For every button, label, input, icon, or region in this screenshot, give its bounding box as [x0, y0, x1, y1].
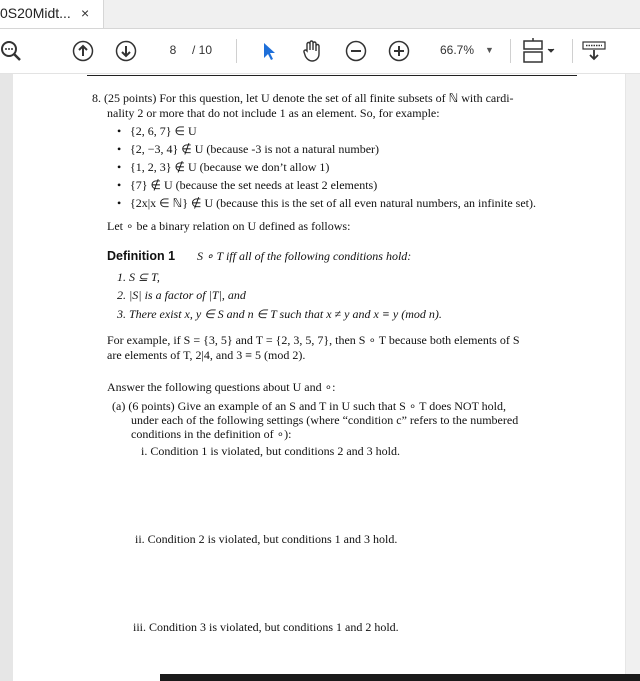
list-item: {7} ∉ U (because the set needs at least 2 elements): [130, 178, 378, 192]
page-total: / 10: [192, 43, 213, 57]
pdf-page: [13, 74, 625, 681]
page-down-icon[interactable]: [114, 29, 138, 73]
tab-strip: [0, 0, 640, 29]
toolbar-separator: [572, 39, 573, 63]
question-text-line2: nality 2 or more that do not include 1 as an element. So, for example:: [107, 106, 440, 120]
vertical-scrollbar[interactable]: [626, 74, 640, 681]
chevron-down-icon: ▼: [485, 45, 494, 55]
bullet-marker: •: [117, 196, 122, 210]
part-a-line1: (a) (6 points) Give an example of an S and T in U such that S ∘ T does NOT hold,: [112, 399, 507, 413]
fit-page-icon[interactable]: [520, 29, 558, 73]
toolbar: [0, 29, 640, 74]
subpart-ii: ii. Condition 2 is violated, but conditions 1 and 3 hold.: [135, 532, 398, 546]
definition-text: S ∘ T iff all of the following conditions hold:: [197, 249, 412, 263]
page-number-input[interactable]: 8: [169, 43, 177, 57]
zoom-level-select[interactable]: [427, 39, 504, 61]
zoom-in-icon[interactable]: [387, 29, 411, 73]
relation-intro: Let ∘ be a binary relation on U defined as follows:: [107, 219, 351, 233]
answer-intro: Answer the following questions about U and ∘:: [107, 380, 336, 394]
page-header-rule: [87, 75, 577, 76]
list-item: {1, 2, 3} ∉ U (because we don’t allow 1): [130, 160, 330, 174]
tab-title: 0S20Midt...: [0, 5, 71, 21]
question-text-line1: 8. (25 points) For this question, let U denote the set of all finite subsets of ℕ with cardi-: [92, 91, 514, 105]
condition-1: 1. S ⊆ T,: [117, 270, 160, 284]
horizontal-scrollbar[interactable]: [160, 674, 640, 681]
bullet-marker: •: [117, 178, 122, 192]
list-item: {2x|x ∈ ℕ} ∉ U (because this is the set of all even natural numbers, an infinite set).: [130, 196, 537, 210]
bullet-marker: •: [117, 124, 122, 138]
keyboard-icon[interactable]: [580, 29, 608, 73]
tab-close-icon[interactable]: ×: [81, 5, 90, 21]
condition-2: 2. |S| is a factor of |T|, and: [117, 288, 246, 302]
bullet-marker: •: [117, 160, 122, 174]
page-up-icon[interactable]: [71, 29, 95, 73]
bullet-marker: •: [117, 142, 122, 156]
hand-pan-icon[interactable]: [299, 29, 325, 73]
subpart-i: i. Condition 1 is violated, but conditions 2 and 3 hold.: [141, 444, 400, 458]
subpart-iii: iii. Condition 3 is violated, but conditions 1 and 2 hold.: [133, 620, 399, 634]
toolbar-separator: [510, 39, 511, 63]
definition-label: Definition 1: [107, 249, 176, 263]
document-tab[interactable]: [0, 0, 104, 28]
select-cursor-icon[interactable]: [259, 29, 279, 73]
zoom-magnifier-icon[interactable]: [0, 29, 22, 73]
example-line1: For example, if S = {3, 5} and T = {2, 3, 5, 7}, then S ∘ T because both elements of S: [107, 333, 520, 347]
zoom-out-icon[interactable]: [344, 29, 368, 73]
zoom-value: 66.7%: [440, 43, 475, 57]
document-viewer[interactable]: [0, 74, 640, 681]
list-item: {2, 6, 7} ∈ U: [130, 124, 197, 138]
list-item: {2, −3, 4} ∉ U (because -3 is not a natural number): [130, 142, 380, 156]
part-a-line2: under each of the following settings (where “condition c” refers to the numbered: [131, 413, 519, 427]
condition-3: 3. There exist x, y ∈ S and n ∈ T such that x ≠ y and x ≡ y (mod n).: [117, 307, 442, 321]
example-line2: are elements of T, 2|4, and 3 ≡ 5 (mod 2).: [107, 348, 306, 362]
part-a-line3: conditions in the definition of ∘):: [131, 427, 292, 441]
toolbar-separator: [236, 39, 237, 63]
